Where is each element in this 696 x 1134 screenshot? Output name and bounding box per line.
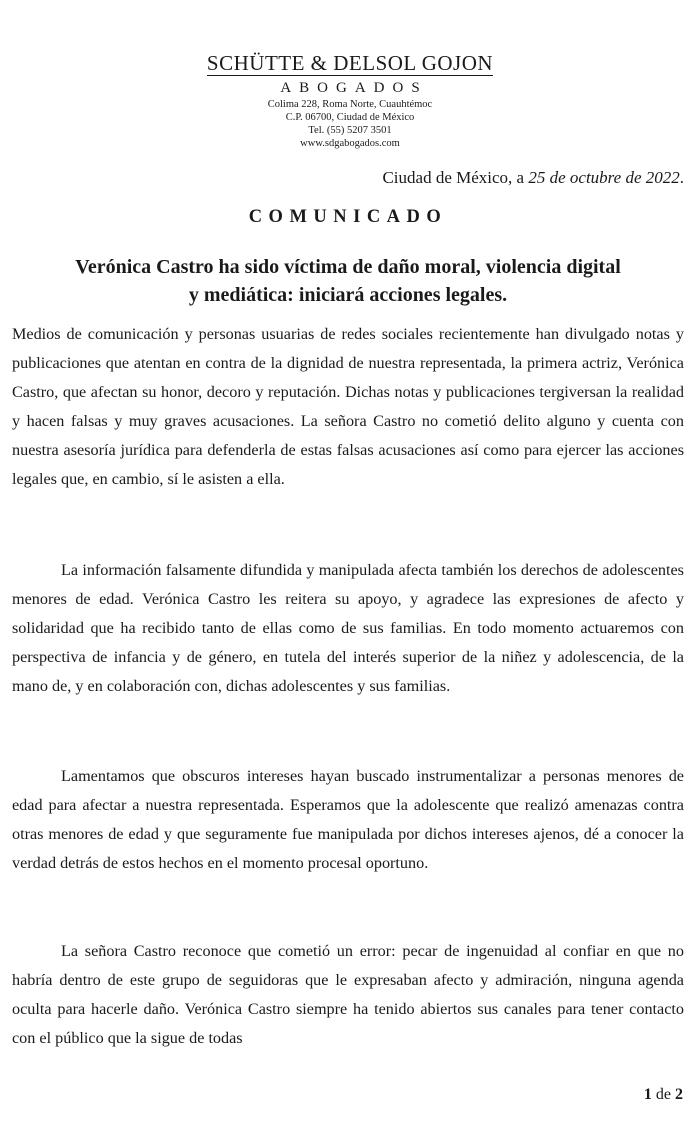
address-line-1: Colima 228, Roma Norte, Cuauhtémoc	[267, 99, 433, 110]
page-current: 1	[643, 1086, 652, 1103]
headline-line-2: y mediática: iniciará acciones legales.	[188, 284, 508, 306]
date-prefix: Ciudad de México, a	[382, 168, 529, 187]
paragraph-4: La señora Castro reconoce que cometió un error: pecar de ingenuidad al confiar en que no habría dentro de este grupo de seguidoras que le expresaban afecto y admiración, ninguna agenda oculta para hacerle daño. Verónica Castro siempre ha tenido abiertos sus canales para tener contacto con el público que la sigue de todas	[12, 942, 684, 1047]
page-number	[644, 1086, 683, 1104]
firm-phone: Tel. (55) 5207 3501	[308, 125, 392, 136]
firm-address	[250, 98, 450, 150]
letterhead	[160, 52, 540, 97]
date-line	[382, 168, 684, 188]
paragraph-3: Lamentamos que obscuros intereses hayan buscado instrumentalizar a personas menores de edad para afectar a nuestra representada. Esperamos que la adolescente que realizó amenazas contra otras menores de edad y que seguramente fue manipulada por dichos intereses ajenos, dé a conocer la verdad detrás de estos hechos en el momento procesal oportuno.	[12, 767, 684, 872]
firm-name: SCHÜTTE & DELSOL GOJON	[206, 51, 494, 75]
document-type-heading: COMUNICADO	[248, 207, 448, 227]
firm-subtitle: ABOGADOS	[280, 80, 428, 96]
address-line-2: C.P. 06700, Ciudad de México	[285, 112, 415, 123]
date-text: 25 de octubre de 2022	[528, 168, 680, 187]
date-suffix: .	[679, 168, 684, 187]
paragraph-1: Medios de comunicación y personas usuarias de redes sociales recientemente han divulgado notas y publicaciones que atentan en contra de la dignidad de nuestra representada, la primera actriz, Verónica Castro, que afectan su honor, decoro y reputación. Dichas notas y publicaciones tergiversan la realidad y hacen falsas y muy graves acusaciones. La señora Castro no cometió delito alguno y cuenta con nuestra asesoría jurídica para defenderla de estas falsas acusaciones así como para ejercer las acciones legales que, en cambio, sí le asisten a ella.	[12, 325, 684, 488]
firm-website: www.sdgabogados.com	[300, 138, 400, 149]
page-separator: de	[651, 1086, 675, 1103]
paragraph-2: La información falsamente difundida y manipulada afecta también los derechos de adolescentes menores de edad. Verónica Castro les reitera su apoyo, y agradece las expresiones de afecto y solidaridad que ha recibido tanto de ellas como de sus familias. En todo momento actuaremos con perspectiva de infancia y de género, en tutela del interés superior de la niñez y adolescencia, de la mano de, y en colaboración con, dichas adolescentes y sus familias.	[12, 561, 684, 695]
page-total: 2	[675, 1086, 683, 1103]
headline	[10, 253, 686, 309]
headline-line-1: Verónica Castro ha sido víctima de daño moral, violencia digital	[75, 256, 621, 278]
